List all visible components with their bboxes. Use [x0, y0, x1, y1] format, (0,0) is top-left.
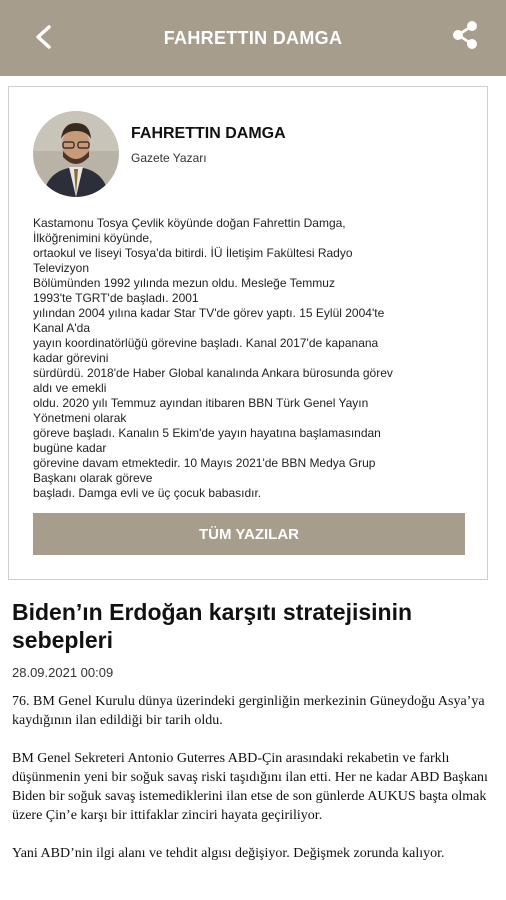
article-paragraph: BM Genel Sekreteri Antonio Guterres ABD-Çin arasındaki rekabetin ve farklı düşünmenin yeni bir soğuk savaş riski taşıdığını ilan etti. Her ne kadar ABD Başkanı Biden bir soğuk savaş istemediklerini ilan etse de son günlerde AUKUS başta olmak üzere Çin’e karşı bir ittifaklar zinciri hayata geçiriliyor. — [12, 751, 488, 823]
author-avatar — [33, 111, 119, 197]
article-headline: Biden’ın Erdoğan karşıtı stratejisinin sebepleri — [12, 599, 413, 653]
header-title: FAHRETTIN DAMGA — [163, 27, 343, 48]
author-role: Gazete Yazarı — [131, 151, 207, 165]
app-header — [0, 0, 506, 76]
author-bio: Kastamonu Tosya Çevlik köyünde doğan Fahrettin Damga, İlköğrenimini köyünde, ortaokul ve liseyi Tosya'da bitirdi. İÜ İletişim Fakültesi Radyo Televizyon Bölümünden 1992 yılında mezun oldu. Mesleğe Temmuz 1993'te TGRT'de başladı. 2001 yılından 2004 yılına kadar Star TV'de görev yaptı. 15 Eylül 2004'te Kanal A'da yayın koordinatörlüğü görevine başladı. Kanal 2017'de kapanana kadar görevini sürdürdü. 2018'de Haber Global kanalında Ankara bürosunda görev aldı ve emekli oldu. 2020 yılı Temmuz ayından itibaren BBN Türk Genel Yayın Yönetmeni olarak göreve başladı. Kanalın 5 Ekim'de yayın hayatına başlamasından bugüne kadar görevine davam etmektedir. 10 Mayıs 2021'de BBN Medya Grup Başkanı olarak göreve başladı. Damga evli ve üç çocuk babasıdır. — [33, 216, 393, 500]
share-icon — [451, 20, 479, 50]
all-articles-button[interactable]: TÜM YAZILAR — [33, 513, 465, 555]
author-name: FAHRETTIN DAMGA — [131, 125, 286, 142]
article-paragraph: Yani ABD’nin ilgi alanı ve tehdit algısı değişiyor. Değişmek zorunda kalıyor. — [12, 846, 445, 861]
article-paragraph: 76. BM Genel Kurulu dünya üzerindeki gerginliğin merkezinin Güneydoğu Asya’ya kaydığının ilan edildiği bir tarih oldu. — [12, 694, 485, 728]
article-body — [12, 692, 496, 882]
author-card — [8, 86, 488, 580]
back-button[interactable] — [26, 20, 60, 54]
share-button[interactable] — [448, 18, 482, 52]
article-date: 28.09.2021 00:09 — [12, 665, 114, 680]
chevron-left-icon — [34, 24, 52, 50]
